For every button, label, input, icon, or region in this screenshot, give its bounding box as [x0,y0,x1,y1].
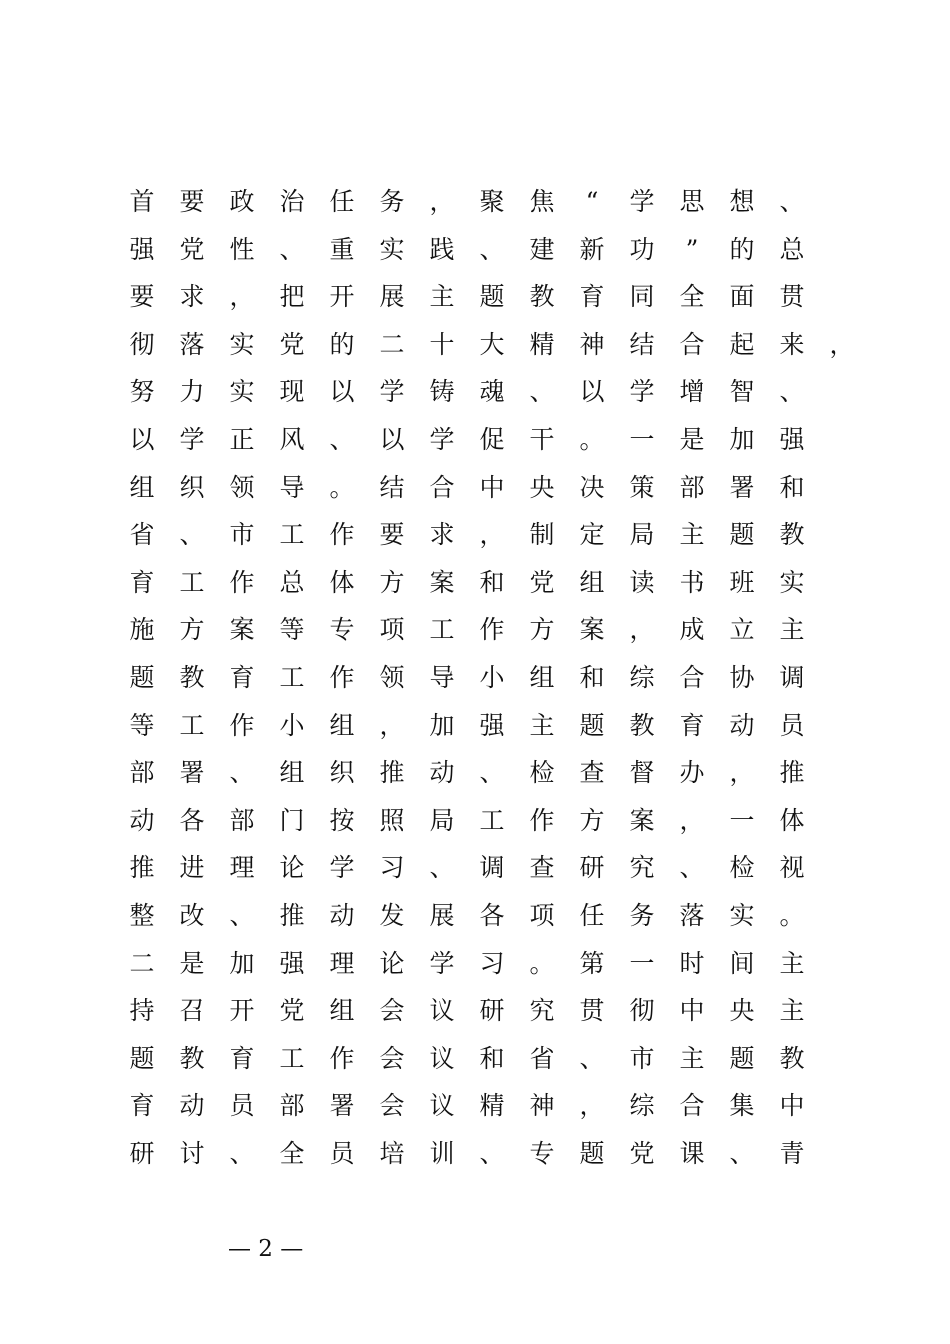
text-line: 省 、 市 工 作 要 求 ， 制 定 局 主 题 教 [129,520,805,550]
text-line: 题 教 育 工 作 领 导 小 组 和 综 合 协 调 [129,662,805,692]
text-line: 育 动 员 部 署 会 议 精 神 ， 综 合 集 中 [129,1091,805,1121]
text-line: 强 党 性 、 重 实 践 、 建 新 功 ” 的 总 [129,234,805,264]
text-line: 整 改 、 推 动 发 展 各 项 任 务 落 实 。 [129,900,805,930]
text-line: 等 工 作 小 组 ， 加 强 主 题 教 育 动 员 [129,710,805,740]
text-line: 二 是 加 强 理 论 学 习 。 第 一 时 间 主 [129,948,805,978]
text-line: 彻 落 实 党 的 二 十 大 精 神 结 合 起 来 ， [129,329,855,359]
text-line: 推 进 理 论 学 习 、 调 查 研 究 、 检 视 [129,853,805,883]
text-line: 施 方 案 等 专 项 工 作 方 案 ， 成 立 主 [129,615,805,645]
text-line: 以 学 正 风 、 以 学 促 干 。 一 是 加 强 [129,424,805,454]
text-line: 部 署 、 组 织 推 动 、 检 查 督 办 ， 推 [129,758,805,788]
page-number: — 2 — [228,1236,304,1262]
body-text [128,180,855,1179]
text-line: 首 要 政 治 任 务 ， 聚 焦 “ 学 思 想 、 [129,187,805,216]
text-line: 努 力 实 现 以 学 铸 魂 、 以 学 增 智 、 [129,377,805,407]
text-line: 育 工 作 总 体 方 案 和 党 组 读 书 班 实 [129,567,805,597]
text-line: 组 织 领 导 。 结 合 中 央 决 策 部 署 和 [129,472,805,502]
text-line: 题 教 育 工 作 会 议 和 省 、 市 主 题 教 [129,1043,805,1073]
text-line: 持 召 开 党 组 会 议 研 究 贯 彻 中 央 主 [129,996,805,1026]
text-line: 要 求 ， 把 开 展 主 题 教 育 同 全 面 贯 [129,282,805,312]
text-line: 研 讨 、 全 员 培 训 、 专 题 党 课 、 青 [129,1138,805,1168]
text-line: 动 各 部 门 按 照 局 工 作 方 案 ， 一 体 [129,805,805,835]
